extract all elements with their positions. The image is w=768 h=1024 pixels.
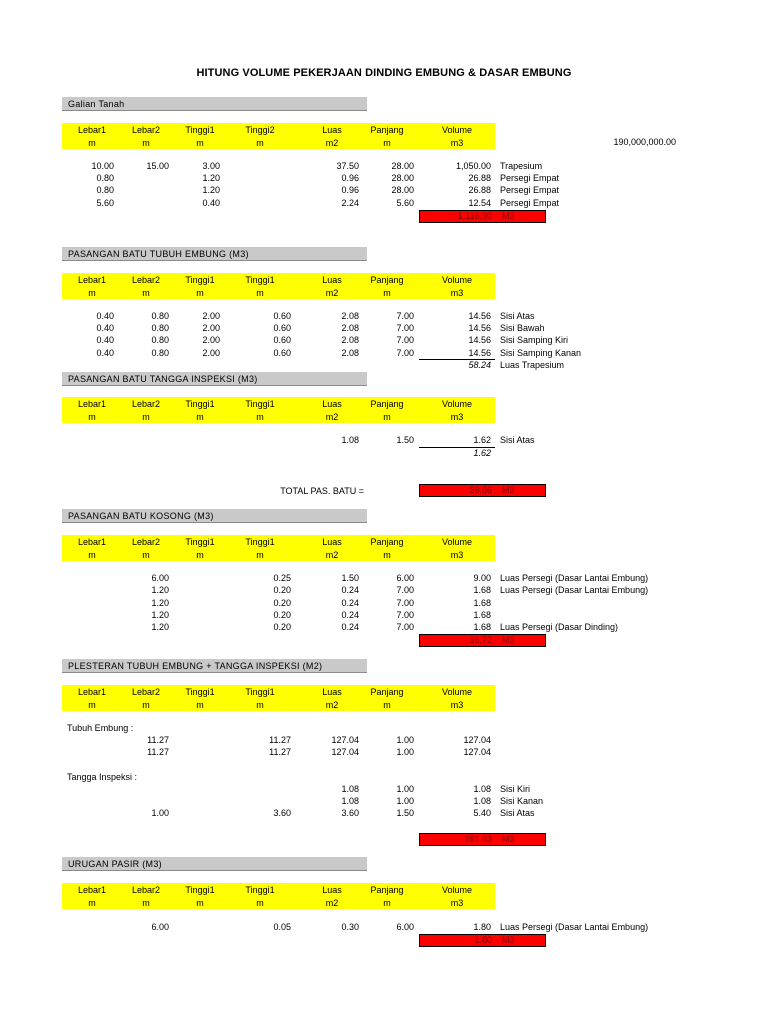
section-pasangan-batu-tangga: PASANGAN BATU TANGGA INSPEKSI (M3) xyxy=(62,372,367,386)
total-box-plesteran xyxy=(419,833,546,846)
header-row: Lebar1 Lebar2 Tinggi1 Tinggi1 Luas Panjang Volume m m m m m2 m m3 xyxy=(62,685,495,711)
total-box-batu-kosong xyxy=(419,634,546,647)
page-title: HITUNG VOLUME PEKERJAAN DINDING EMBUNG & DASAR EMBUNG xyxy=(196,67,572,79)
total-box-pas-batu xyxy=(419,484,546,497)
unit-header: m xyxy=(142,138,150,148)
side-value: 190,000,000.00 xyxy=(613,137,676,147)
group-label: Tubuh Embung : xyxy=(67,723,134,733)
col-header: Lebar2 xyxy=(131,125,161,135)
col-header: Tinggi2 xyxy=(245,125,275,135)
unit-header: m xyxy=(88,138,96,148)
total-unit: M3 xyxy=(502,935,515,945)
subtotal-value: 1.62 xyxy=(473,448,491,458)
total-value: 59.86 xyxy=(469,485,492,495)
section-plesteran: PLESTERAN TUBUH EMBUNG + TANGGA INSPEKSI (M2) xyxy=(62,659,367,673)
unit-header: m xyxy=(383,138,391,148)
total-box-urugan-pasir xyxy=(419,934,546,947)
col-header: Volume xyxy=(441,125,473,135)
group-label: Tangga Inspeksi : xyxy=(67,772,138,782)
subtotal-value: 58.24 xyxy=(468,360,491,370)
unit-header: m xyxy=(256,138,264,148)
col-header: Lebar1 xyxy=(77,125,107,135)
col-header: Tinggi1 xyxy=(185,125,215,135)
unit-header: m3 xyxy=(450,138,464,148)
header-row: Lebar1 Lebar2 Tinggi1 Tinggi1 Luas Panjang Volume m m m m m2 m m3 xyxy=(62,397,495,423)
header-row: Lebar1 Lebar2 Tinggi1 Tinggi1 Luas Panjang Volume m m m m m2 m m3 xyxy=(62,535,495,561)
col-header: Luas xyxy=(322,125,342,135)
total-value: 261.63 xyxy=(464,834,492,844)
section-pasangan-batu-tubuh: PASANGAN BATU TUBUH EMBUNG (M3) xyxy=(62,247,367,261)
total-value: 1,116.30 xyxy=(457,211,492,221)
unit-header: m xyxy=(196,138,204,148)
header-row xyxy=(62,123,495,149)
col-header: Panjang xyxy=(370,125,404,135)
total-box-galian xyxy=(419,210,546,223)
total-pas-batu-label: TOTAL PAS. BATU = xyxy=(280,486,364,496)
total-unit: M3 xyxy=(502,485,515,495)
header-row: Lebar1 Lebar2 Tinggi1 Tinggi1 Luas Panjang Volume m m m m m2 m m3 xyxy=(62,883,495,909)
total-value: 16.72 xyxy=(469,635,492,645)
section-pasangan-batu-kosong: PASANGAN BATU KOSONG (M3) xyxy=(62,509,367,523)
section-galian-tanah: Galian Tanah xyxy=(62,97,367,111)
subtotal-label: Luas Trapesium xyxy=(500,360,565,370)
total-value: 1.80 xyxy=(474,935,492,945)
total-unit: M3 xyxy=(502,834,515,844)
total-unit: M3 xyxy=(502,211,515,221)
total-unit: M3 xyxy=(502,635,515,645)
section-urugan-pasir: URUGAN PASIR (M3) xyxy=(62,857,367,871)
unit-header: m2 xyxy=(325,138,339,148)
header-row: Lebar1 Lebar2 Tinggi1 Tinggi1 Luas Panjang Volume m m m m m2 m m3 xyxy=(62,273,495,299)
